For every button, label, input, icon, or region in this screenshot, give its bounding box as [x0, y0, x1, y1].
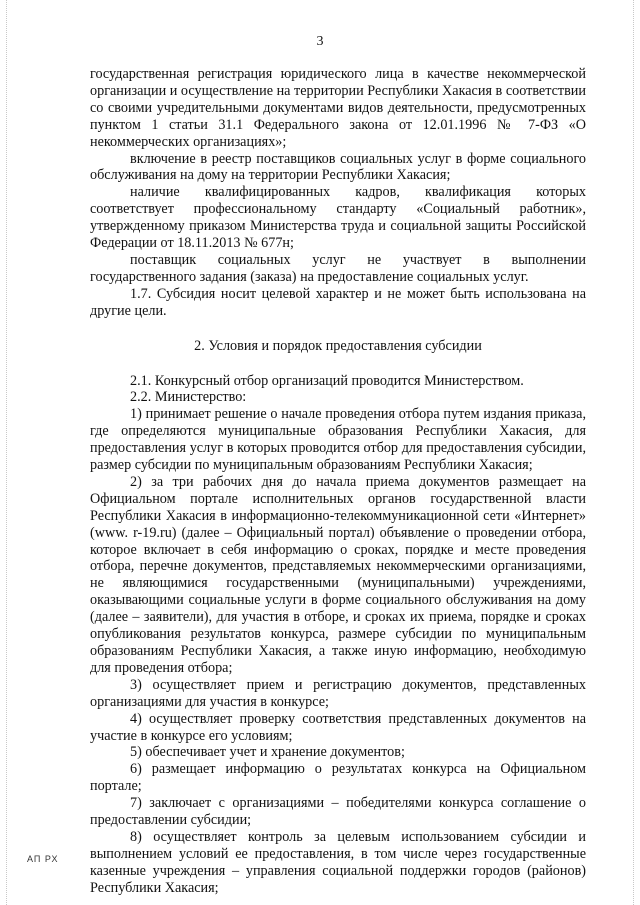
document-body: [90, 66, 586, 897]
list-item-1: 1) принимает решение о начале проведения отбора путем издания приказа, где определяются муниципальные образования Республики Хакасия, для предоставления услуг в которых проводится отбор для предоставления субсидии, размер субсидии по муниципальным образованиям Республики Хакасия;: [90, 406, 586, 474]
list-item-4: 4) осуществляет проверку соответствия представленных документов на участие в конкурсе его условиям;: [90, 710, 586, 744]
list-item-3: 3) осуществляет прием и регистрацию документов, представленных организациями для участия в конкурсе;: [90, 676, 586, 710]
paragraph-2-1: 2.1. Конкурсный отбор организаций проводится Министерством.: [130, 372, 524, 389]
page-number: 3: [316, 34, 324, 49]
list-item-5: 5) обеспечивает учет и хранение документов;: [130, 744, 405, 761]
list-item-7: 7) заключает с организациями – победителями конкурса соглашение о предоставлении субсидии;: [90, 795, 586, 829]
scan-edge-right: [633, 0, 634, 905]
list-item-2: 2) за три рабочих дня до начала приема документов размещает на Официальном портале исполнительных органов государственной власти Республики Хакасия в информационно-телекоммуникационной сети «Интернет» (www. r-19.ru) (далее – Официальный портал) объявление о проведении отбора, которое включает в себя информацию о сроках, порядке и месте проведения отбора, перечне документов, представляемых некоммерческими организациями, не являющимися государственными (муниципальными) учреждениями, оказывающими социальные услуги в форме социального обслуживания на дому (далее – заявители), для участия в отборе, и сроках их приема, порядке и сроках опубликования результатов конкурса, размере субсидии по муниципальным образованиям Республики Хакасия, а также иную информацию, необходимую для проведения отбора;: [90, 473, 586, 676]
list-item-8: 8) осуществляет контроль за целевым использованием субсидии и выполнением условий ее предоставления, в том числе через государственные казенные учреждения – управления социальной поддержки городов (районов) Республики Хакасия;: [90, 828, 586, 896]
paragraph-1-7: 1.7. Субсидия носит целевой характер и не может быть использована на другие цели.: [90, 285, 586, 319]
scan-edge-left: [6, 0, 7, 905]
paragraph-2-2: 2.2. Министерство:: [130, 389, 247, 406]
paragraph-no-state-task: поставщик социальных услуг не участвует в выполнении государственного задания (заказа) на предоставление социальных услуг.: [90, 251, 586, 285]
paragraph-registry: включение в реестр поставщиков социальных услуг в форме социального обслуживания на дому на территории Республики Хакасия;: [90, 150, 586, 184]
section-2-heading: 2. Условия и порядок предоставления субсидии: [194, 337, 482, 354]
paragraph-qualified-staff: наличие квалифицированных кадров, квалификация которых соответствует профессиональному стандарту «Социальный работник», утвержденному приказом Министерства труда и социальной защиты Российской Федерации от 18.11.2013 № 677н;: [90, 184, 586, 252]
footer-code: АП РХ: [27, 854, 59, 864]
list-item-6: 6) размещает информацию о результатах конкурса на Официальном портале;: [90, 761, 586, 795]
paragraph-registration: государственная регистрация юридического лица в качестве некоммерческой организации и осуществление на территории Республики Хакасия в соответствии со своими учредительными документами видов деятельности, предусмотренных пунктом 1 статьи 31.1 Федерального закона от 12.01.1996 № 7-ФЗ «О некоммерческих организациях»;: [90, 66, 586, 150]
